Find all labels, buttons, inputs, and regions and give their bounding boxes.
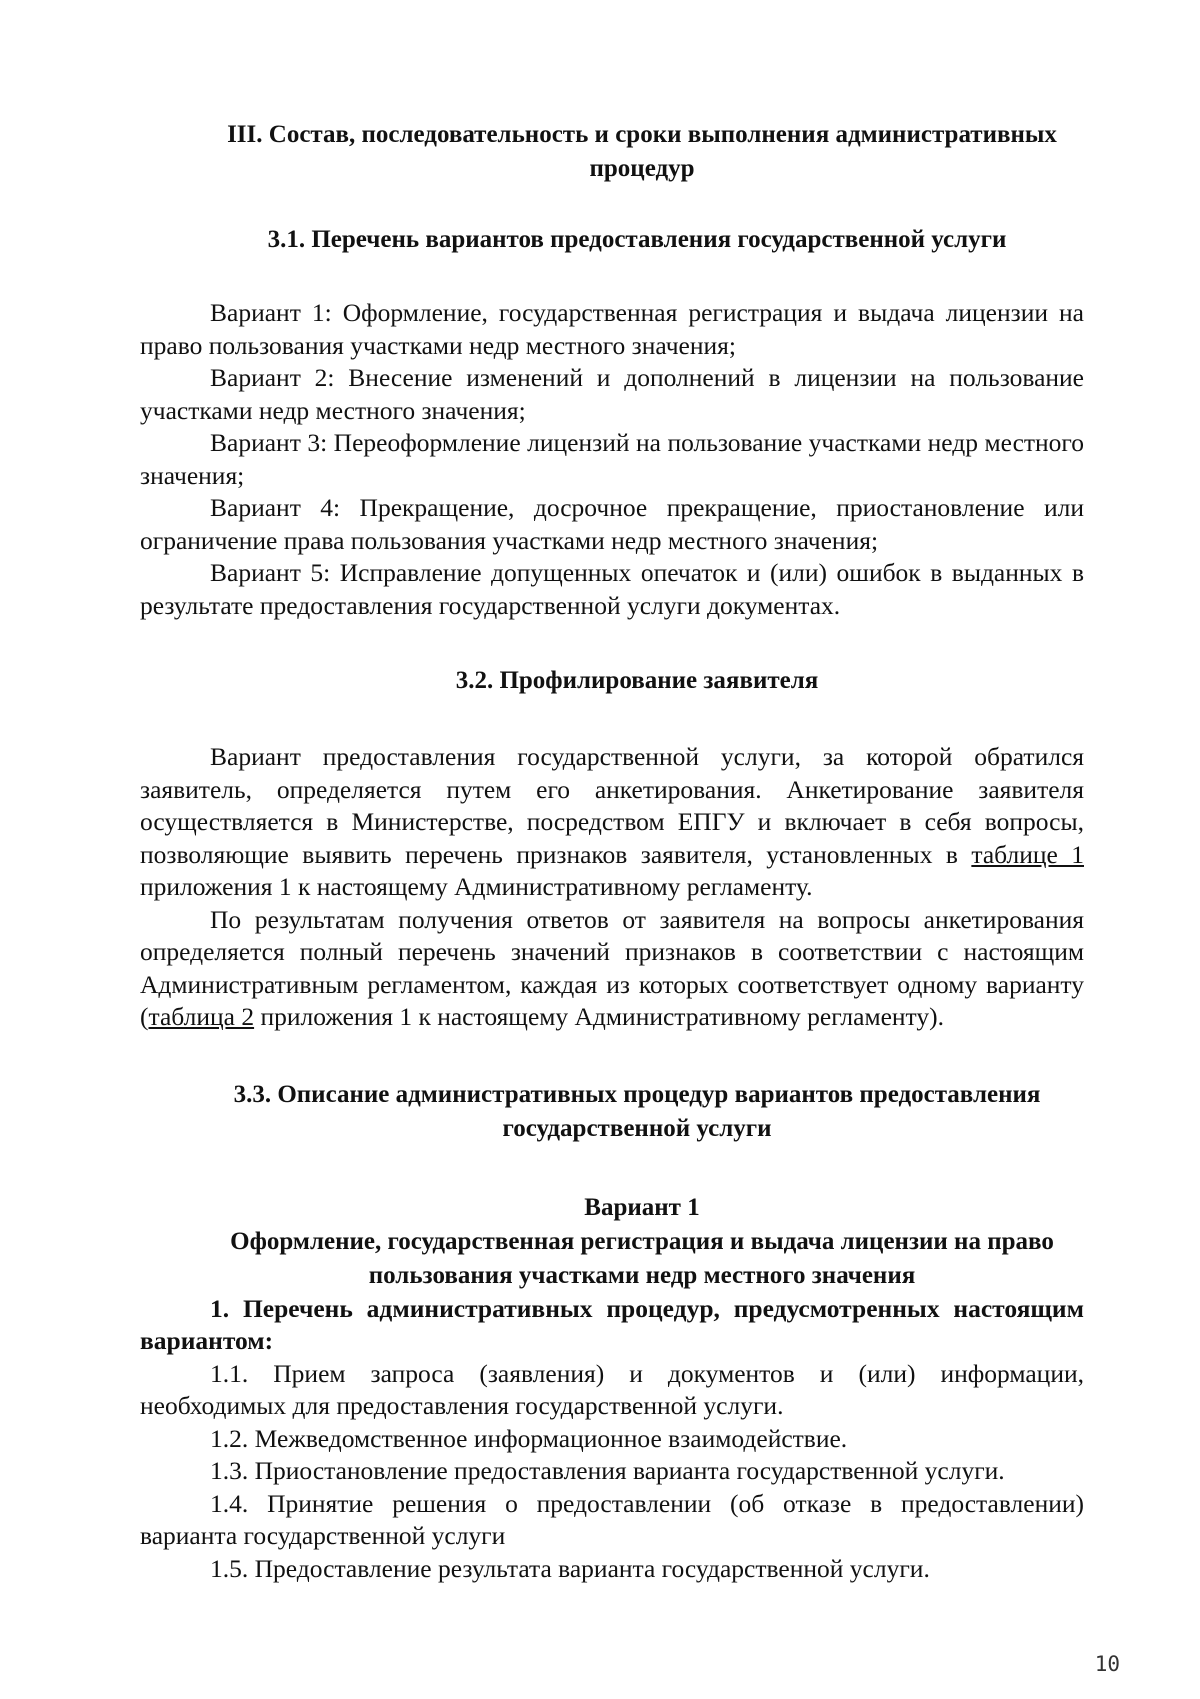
profiling-paragraph-1: Вариант предоставления государственной услуги, за которой обратился заявитель, определяется путем его анкетирования. Анкетирование заявителя осуществляется в Министерстве, посредством ЕПГУ и включает в себя вопросы, позволяющие выявить перечень признаков заявителя, установленных в таблице 1 приложения 1 к настоящему Административному регламенту. <box>140 742 1084 901</box>
procedure-item: 1.3. Приостановление предоставления варианта государственной услуги. <box>210 1456 1005 1485</box>
page-number: 10 <box>1094 1652 1120 1676</box>
subsection-3-2-title: 3.2. Профилирование заявителя <box>455 667 819 694</box>
variant-1-subtitle: Оформление, государственная регистрация и выдача лицензии на право пользования участками недр местного значения <box>230 1227 1054 1289</box>
variant-item: Вариант 2: Внесение изменений и дополнений в лицензии на пользование участками недр местного значения; <box>140 363 1084 425</box>
variant-item: Вариант 5: Исправление допущенных опечаток и (или) ошибок в выданных в результате предоставления государственной услуги документах. <box>140 558 1084 620</box>
table-2-link[interactable]: таблица 2 <box>148 1002 255 1031</box>
subsection-3-1-title: 3.1. Перечень вариантов предоставления государственной услуги <box>267 226 1007 253</box>
profiling-paragraph-2: По результатам получения ответов от заявителя на вопросы анкетирования определяется полный перечень значений признаков в соответствии с настоящим Административным регламентом, каждая из которых соответствует одному варианту (таблица 2 приложения 1 к настоящему Административному регламенту). <box>140 904 1084 1031</box>
table-1-link[interactable]: таблице 1 <box>971 839 1084 869</box>
variants-list <box>140 297 1084 622</box>
procedure-item: 1.5. Предоставление результата варианта государственной услуги. <box>210 1553 930 1583</box>
variant-item: Вариант 4: Прекращение, досрочное прекращение, приостановление или ограничение права пользования участками недр местного значения; <box>140 493 1084 555</box>
section-title: III. Состав, последовательность и сроки выполнения административных процедур <box>227 121 1057 182</box>
variant-1-heading: Вариант 1 <box>584 1193 700 1221</box>
variant-item: Вариант 3: Переоформление лицензий на пользование участками недр местного значения; <box>140 428 1084 490</box>
procedure-item: 1.2. Межведомственное информационное взаимодействие. <box>210 1423 848 1453</box>
variant-item: Вариант 1: Оформление, государственная регистрация и выдача лицензии на право пользования участками недр местного значения; <box>140 298 1084 360</box>
procedure-item: 1.4. Принятие решения о предоставлении (об отказе в предоставлении) варианта государственной услуги <box>140 1488 1084 1550</box>
procedures-list-title: 1. Перечень административных процедур, предусмотренных настоящим вариантом: <box>140 1293 1084 1355</box>
subsection-3-3-title: 3.3. Описание административных процедур вариантов предоставления государственной услуги <box>233 1080 1041 1142</box>
procedure-item: 1.1. Прием запроса (заявления) и документов и (или) информации, необходимых для предоставления государственной услуги. <box>140 1358 1084 1420</box>
